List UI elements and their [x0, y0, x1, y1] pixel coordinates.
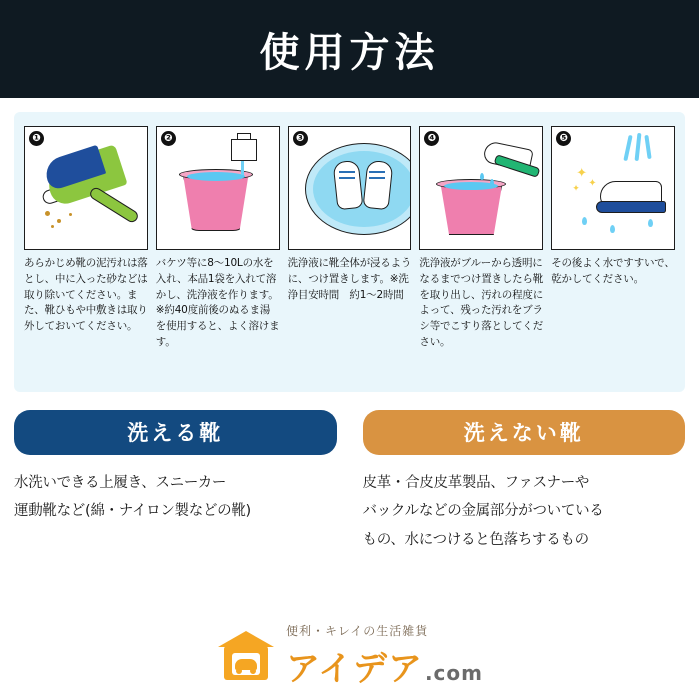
step-item: [288, 126, 412, 376]
step-item: [419, 126, 543, 376]
step-illustration-5: [551, 126, 675, 250]
brand-tagline: 便利・キレイの生活雑貨: [286, 624, 429, 638]
bucket-powder-icon: [157, 127, 279, 249]
shoe-brush-icon: [25, 127, 147, 249]
basin-shoes-icon: [289, 127, 411, 249]
washable-line-2: 運動靴など(綿・ナイロン製などの靴): [14, 503, 251, 520]
footer-logo: [0, 622, 699, 690]
brand-text: [286, 622, 483, 690]
page-header: [0, 0, 699, 98]
washable-column: [14, 410, 337, 554]
step-number-2: ❷: [161, 131, 176, 146]
step-illustration-1: [24, 126, 148, 250]
washable-line-1: 水洗いできる上履き、スニーカー: [14, 475, 227, 491]
step-text-1: あらかじめ靴の泥汚れは落とし、中に入った砂などは取り除いてください。また、靴ひもや中敷きは取り外しておいてください。: [24, 257, 148, 332]
brand-name: アイデア: [286, 649, 423, 689]
step-item: [551, 126, 675, 376]
step-text-3: 洗浄液に靴全体が浸るように、つけ置きします。※洗浄目安時間 約1〜2時間: [287, 257, 412, 301]
step-text-5: その後よく水ですすいで、乾かしてください。: [551, 257, 675, 285]
step-item: [24, 126, 148, 376]
not-washable-heading: 洗えない靴: [363, 410, 686, 455]
step-text-2: バケツ等に8〜10Lの水を入れ、本品1袋を入れて溶かし、洗浄液を作ります。※約40度前後のぬるま湯を使用すると、よく溶けます。: [155, 257, 280, 348]
compare-section: [14, 410, 685, 554]
step-number-3: ❸: [293, 131, 308, 146]
brand-logo: [216, 622, 483, 690]
steps-panel: [14, 112, 685, 392]
not-washable-column: [363, 410, 686, 554]
step-item: [156, 126, 280, 376]
step-text-4: 洗浄液がブルーから透明になるまでつけ置きしたら靴を取り出し、汚れの程度によって、残った汚れをブラシ等でこすり落としてください。: [419, 257, 543, 348]
not-washable-line-2: バックルなどの金属部分がついている: [362, 503, 604, 520]
hand-brush-bucket-icon: [420, 127, 542, 249]
step-number-5: ❺: [556, 131, 571, 146]
washable-body: [14, 469, 337, 526]
shop-house-icon: [216, 627, 276, 685]
step-illustration-2: [156, 126, 280, 250]
not-washable-line-3: もの、水につけると色落ちするもの: [362, 531, 589, 548]
step-illustration-4: [419, 126, 543, 250]
not-washable-body: [363, 469, 686, 554]
brand-suffix: .com: [424, 661, 483, 685]
rinse-shoe-icon: ✦ ✦ ✦: [552, 127, 674, 249]
page-title: 使用方法: [259, 29, 440, 76]
step-number-1: ❶: [29, 131, 44, 146]
brand-name-row: [286, 641, 483, 690]
not-washable-line-1: 皮革・合皮皮革製品、ファスナーや: [362, 475, 590, 491]
step-number-4: ❹: [424, 131, 439, 146]
washable-heading: 洗える靴: [14, 410, 337, 455]
step-illustration-3: [288, 126, 412, 250]
